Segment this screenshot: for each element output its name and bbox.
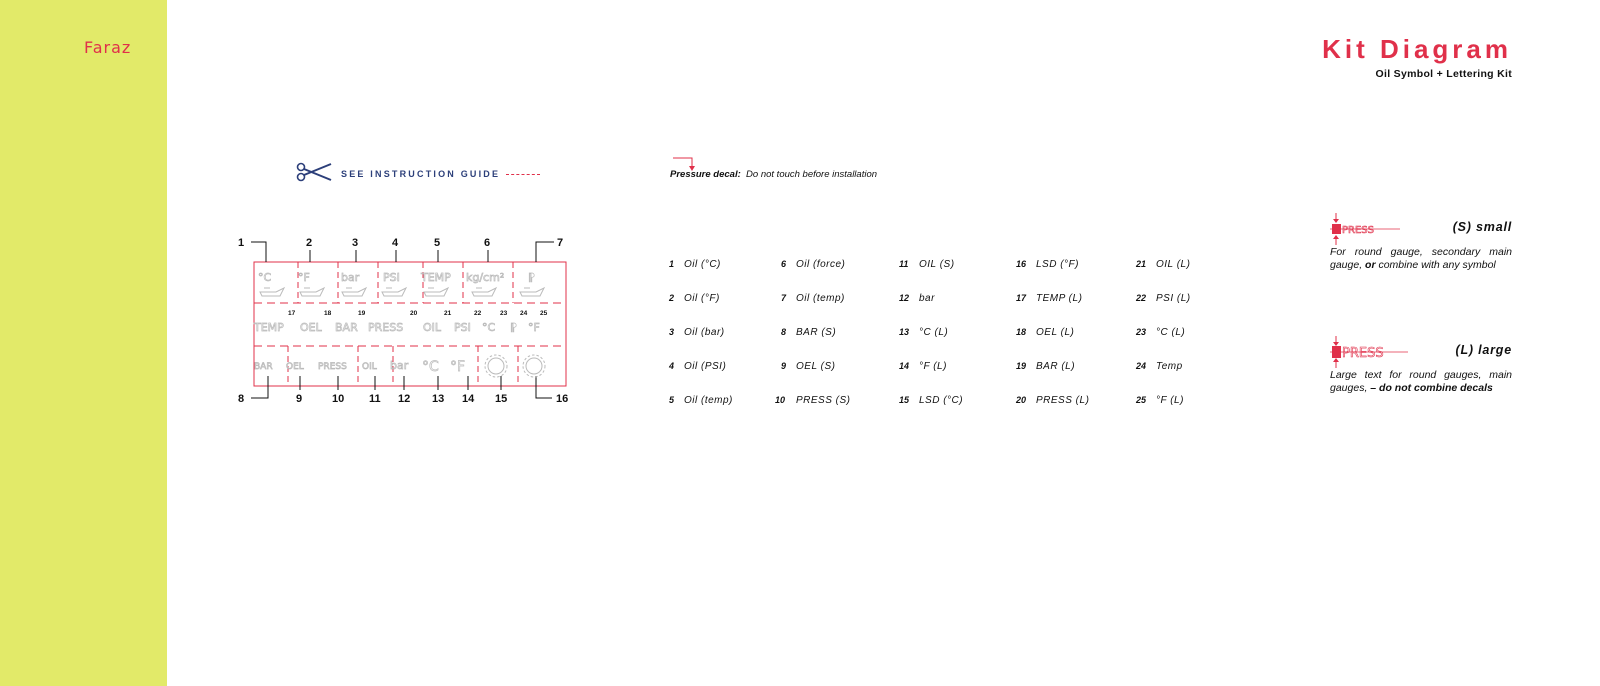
decal-24-label: ⁋ [510, 321, 517, 334]
oil-can-icons [260, 288, 544, 296]
decal-21-number: 21 [444, 310, 452, 317]
decal-7-label: ⁋ [528, 271, 535, 284]
legend-item: 12 bar [899, 293, 935, 304]
decal-23-label: °C [482, 321, 496, 334]
size-large-description [1330, 369, 1512, 395]
callout-6: 6 [484, 237, 491, 249]
decal-20-label: PRESS [368, 321, 404, 334]
legend-item: 8 BAR (S) [781, 327, 837, 338]
callout-9: 9 [296, 393, 303, 405]
size-large-block [1330, 335, 1512, 395]
legend-item: 16 LSD (°F) [1016, 259, 1079, 270]
pressure-note-text: Do not touch before installation [746, 169, 878, 180]
row2-labels [253, 321, 540, 334]
callout-4: 4 [392, 237, 399, 249]
callout-3: 3 [352, 237, 359, 249]
decal-6-label: kg/cm² [466, 271, 505, 284]
decal-2-label: °F [298, 271, 310, 284]
decal-9-label: OEL [286, 362, 304, 372]
lsd-fahrenheit-gear-icon [526, 358, 542, 374]
decal-1-label: °C [258, 271, 272, 284]
decal-3-label: bar [341, 271, 360, 284]
decal-18-number: 18 [324, 310, 332, 317]
decal-22-number: 22 [474, 310, 482, 317]
callout-7: 7 [557, 237, 564, 249]
legend-item: 15 LSD (°C) [899, 395, 964, 406]
decal-21-label: OIL [423, 321, 442, 334]
scissors-icon [295, 161, 335, 188]
legend-item: 20 PRESS (L) [1016, 395, 1090, 406]
large-sample-text: PRESS [1342, 346, 1384, 361]
small-desc-text-2: combine with any symbol [1378, 259, 1496, 271]
page-subtitle: Oil Symbol + Lettering Kit [1375, 68, 1512, 80]
oil-can-icon [300, 288, 324, 296]
size-small-block [1330, 212, 1512, 272]
decal-22-label: PSI [454, 321, 471, 334]
callout-5: 5 [434, 237, 441, 249]
top-callouts [251, 242, 554, 262]
callout-10: 10 [332, 393, 345, 405]
callout-8: 8 [238, 393, 245, 405]
gear-icons [485, 355, 545, 377]
oil-can-icon [342, 288, 366, 296]
decal-8-label: BAR [254, 362, 273, 372]
decal-17-label: TEMP [254, 321, 284, 334]
decal-17-number: 17 [288, 310, 296, 317]
oil-can-icon [520, 288, 544, 296]
legend-item: 7 Oil (temp) [781, 293, 845, 304]
legend-item: 3 Oil (bar) [669, 327, 725, 338]
size-large-label: (L) large [1455, 343, 1512, 357]
oil-can-icon [382, 288, 406, 296]
brand-logo: Faraz [84, 38, 132, 57]
oil-can-icon [260, 288, 284, 296]
legend-item: 10 PRESS (S) [775, 395, 851, 406]
oil-can-icon [424, 288, 448, 296]
decal-11-label: OIL [362, 362, 377, 372]
legend-item: 24 Temp [1136, 361, 1183, 372]
decal-10-label: PRESS [318, 362, 347, 372]
sidebar [0, 0, 167, 686]
size-small-description [1330, 246, 1512, 272]
size-small-sample-icon [1330, 212, 1402, 246]
pressure-note [670, 169, 877, 180]
legend-item: 5 Oil (temp) [669, 395, 733, 406]
callout-14: 14 [462, 393, 475, 405]
instruction-guide [295, 164, 540, 184]
legend-item: 6 Oil (force) [781, 259, 846, 270]
callout-16: 16 [556, 393, 569, 405]
kit-diagram [238, 236, 588, 416]
row2-numbers [288, 310, 548, 317]
cut-line [506, 174, 540, 175]
legend-item: 13 °C (L) [899, 327, 949, 338]
large-desc-emphasis: – do not combine decals [1370, 382, 1493, 394]
legend-item: 17 TEMP (L) [1016, 293, 1083, 304]
decal-13-label: °C [422, 359, 439, 375]
pressure-note-label: Pressure decal: [670, 169, 741, 180]
callout-12: 12 [398, 393, 411, 405]
legend-item: 1 Oil (°C) [669, 259, 721, 270]
decal-24-number: 24 [520, 310, 528, 317]
oil-can-icon [472, 288, 496, 296]
page-title: Kit Diagram [1322, 34, 1512, 64]
legend-item: 25 °F (L) [1136, 395, 1184, 406]
decal-25-label: °F [528, 321, 540, 334]
legend-item: 2 Oil (°F) [669, 293, 720, 304]
decal-20-number: 20 [410, 310, 418, 317]
size-small-label: (S) small [1452, 220, 1512, 234]
small-desc-emphasis: or [1365, 259, 1376, 271]
callout-1: 1 [238, 237, 245, 249]
decal-14-label: °F [450, 359, 466, 375]
decal-23-number: 23 [500, 310, 508, 317]
large-desc-text: Large text for round gauges, main gauges, [1330, 369, 1512, 394]
legend-item: 19 BAR (L) [1016, 361, 1076, 372]
legend-item: 21 OIL (L) [1136, 259, 1191, 270]
row1-labels [258, 271, 535, 284]
instruction-guide-label: SEE INSTRUCTION GUIDE [341, 169, 501, 179]
callout-15: 15 [495, 393, 508, 405]
small-desc-text: For round gauge, secondary main gauge, [1330, 246, 1512, 271]
legend-item: 22 PSI (L) [1136, 293, 1191, 304]
decal-4-label: PSI [383, 271, 400, 284]
legend-item: 18 OEL (L) [1016, 327, 1075, 338]
decal-18-label: OEL [300, 321, 322, 334]
decal-19-label: BAR [335, 321, 358, 334]
decal-5-label: TEMP [421, 271, 451, 284]
decal-25-number: 25 [540, 310, 548, 317]
legend-item: 23 °C (L) [1136, 327, 1186, 338]
legend-item: 4 Oil (PSI) [669, 361, 727, 372]
small-sample-text: PRESS [1342, 225, 1374, 236]
legend-item: 14 °F (L) [899, 361, 947, 372]
lsd-celsius-gear-icon [488, 358, 504, 374]
decal-12-label: bar [390, 359, 409, 372]
row3-labels [254, 359, 465, 375]
size-large-sample-icon [1330, 335, 1410, 369]
callout-13: 13 [432, 393, 445, 405]
legend-item: 11 OIL (S) [899, 259, 955, 270]
callout-11: 11 [369, 393, 381, 405]
legend-item: 9 OEL (S) [781, 361, 836, 372]
callout-2: 2 [306, 237, 313, 249]
decal-19-number: 19 [358, 310, 366, 317]
